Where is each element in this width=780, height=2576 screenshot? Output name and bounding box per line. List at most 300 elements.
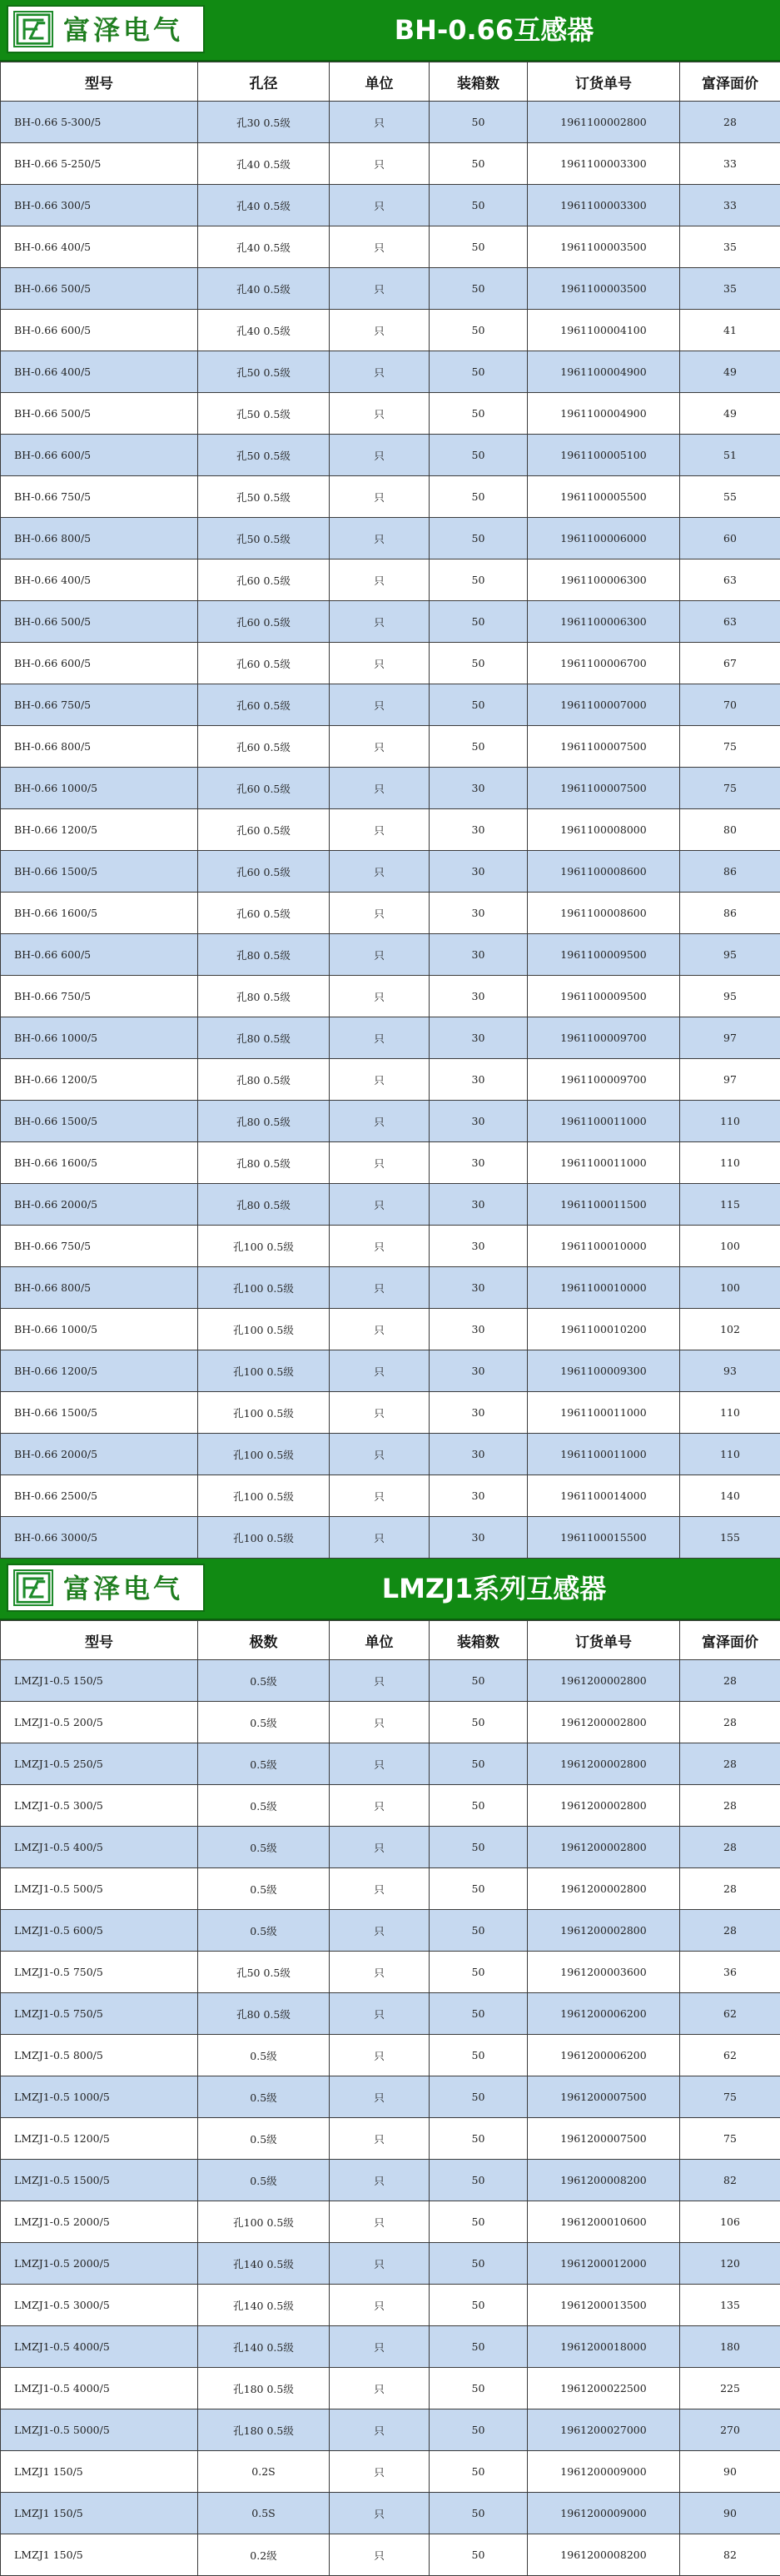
column-header-model: 型号 <box>1 62 198 102</box>
cell-box-qty: 50 <box>430 1993 528 2035</box>
cell-unit: 只 <box>330 1101 430 1142</box>
cell-order-number: 1961100009500 <box>528 976 680 1017</box>
table-row <box>1 268 780 310</box>
table-row <box>1 1517 780 1559</box>
cell-model: BH-0.66 1500/5 <box>1 1392 198 1434</box>
cell-order-number: 1961200002800 <box>528 1660 680 1702</box>
cell-unit: 只 <box>330 2201 430 2243</box>
cell-list-price: 33 <box>680 185 780 226</box>
table-row <box>1 1350 780 1392</box>
cell-bore: 孔140 0.5级 <box>198 2326 330 2368</box>
table-row <box>1 2493 780 2534</box>
cell-list-price: 180 <box>680 2326 780 2368</box>
price-table <box>0 62 780 1559</box>
cell-unit: 只 <box>330 518 430 559</box>
cell-unit: 只 <box>330 2326 430 2368</box>
cell-unit: 只 <box>330 768 430 809</box>
cell-box-qty: 50 <box>430 143 528 185</box>
section-banner <box>0 1559 780 1620</box>
cell-box-qty: 30 <box>430 768 528 809</box>
table-row <box>1 1392 780 1434</box>
cell-order-number: 1961200002800 <box>528 1785 680 1827</box>
cell-list-price: 63 <box>680 559 780 601</box>
cell-box-qty: 30 <box>430 1142 528 1184</box>
table-row <box>1 2201 780 2243</box>
table-row <box>1 809 780 851</box>
cell-model: LMZJ1-0.5 3000/5 <box>1 2285 198 2326</box>
cell-bore: 孔40 0.5级 <box>198 226 330 268</box>
cell-bore: 孔40 0.5级 <box>198 185 330 226</box>
cell-list-price: 28 <box>680 1868 780 1910</box>
cell-bore: 孔100 0.5级 <box>198 1475 330 1517</box>
cell-bore: 孔100 0.5级 <box>198 1350 330 1392</box>
cell-bore: 孔60 0.5级 <box>198 643 330 684</box>
cell-unit: 只 <box>330 268 430 310</box>
cell-box-qty: 50 <box>430 1868 528 1910</box>
cell-order-number: 1961200018000 <box>528 2326 680 2368</box>
brand-logo <box>7 1564 205 1612</box>
cell-box-qty: 50 <box>430 2493 528 2534</box>
cell-list-price: 110 <box>680 1434 780 1475</box>
cell-unit: 只 <box>330 976 430 1017</box>
table-row <box>1 1993 780 2035</box>
cell-bore: 孔180 0.5级 <box>198 2368 330 2409</box>
cell-box-qty: 30 <box>430 1434 528 1475</box>
cell-unit: 只 <box>330 1184 430 1226</box>
cell-order-number: 1961100007500 <box>528 726 680 768</box>
cell-box-qty: 30 <box>430 1350 528 1392</box>
cell-list-price: 41 <box>680 310 780 351</box>
cell-list-price: 86 <box>680 851 780 893</box>
cell-list-price: 93 <box>680 1350 780 1392</box>
cell-order-number: 1961200012000 <box>528 2243 680 2285</box>
table-row <box>1 226 780 268</box>
cell-unit: 只 <box>330 851 430 893</box>
cell-model: BH-0.66 400/5 <box>1 351 198 393</box>
table-row <box>1 1226 780 1267</box>
cell-bore: 孔140 0.5级 <box>198 2285 330 2326</box>
cell-box-qty: 50 <box>430 393 528 435</box>
cell-model: BH-0.66 600/5 <box>1 934 198 976</box>
cell-unit: 只 <box>330 1952 430 1993</box>
cell-order-number: 1961200006200 <box>528 2035 680 2076</box>
cell-unit: 只 <box>330 601 430 643</box>
cell-bore: 0.2S <box>198 2451 330 2493</box>
table-row <box>1 185 780 226</box>
cell-unit: 只 <box>330 1475 430 1517</box>
section-title: LMZJ1系列互感器 <box>208 1559 780 1619</box>
cell-unit: 只 <box>330 2409 430 2451</box>
cell-model: BH-0.66 1600/5 <box>1 893 198 934</box>
table-row <box>1 2451 780 2493</box>
cell-order-number: 1961100009700 <box>528 1017 680 1059</box>
table-row <box>1 2118 780 2160</box>
cell-bore: 孔60 0.5级 <box>198 809 330 851</box>
cell-list-price: 51 <box>680 435 780 476</box>
table-row <box>1 2368 780 2409</box>
cell-list-price: 110 <box>680 1392 780 1434</box>
cell-bore: 孔100 0.5级 <box>198 1309 330 1350</box>
column-header-unit: 单位 <box>330 62 430 102</box>
cell-unit: 只 <box>330 476 430 518</box>
cell-box-qty: 30 <box>430 809 528 851</box>
cell-bore: 孔60 0.5级 <box>198 684 330 726</box>
cell-unit: 只 <box>330 1993 430 2035</box>
table-row <box>1 601 780 643</box>
cell-bore: 孔60 0.5级 <box>198 726 330 768</box>
cell-unit: 只 <box>330 1309 430 1350</box>
cell-order-number: 1961100010200 <box>528 1309 680 1350</box>
cell-bore: 孔140 0.5级 <box>198 2243 330 2285</box>
cell-bore: 孔100 0.5级 <box>198 1434 330 1475</box>
fz-logo-icon <box>13 11 53 47</box>
cell-list-price: 140 <box>680 1475 780 1517</box>
cell-order-number: 1961100015500 <box>528 1517 680 1559</box>
cell-model: BH-0.66 3000/5 <box>1 1517 198 1559</box>
cell-box-qty: 50 <box>430 1743 528 1785</box>
cell-list-price: 75 <box>680 2076 780 2118</box>
cell-order-number: 1961100002800 <box>528 102 680 143</box>
cell-order-number: 1961100006300 <box>528 601 680 643</box>
cell-box-qty: 50 <box>430 2326 528 2368</box>
cell-bore: 0.5级 <box>198 2118 330 2160</box>
cell-model: BH-0.66 750/5 <box>1 684 198 726</box>
cell-list-price: 35 <box>680 268 780 310</box>
table-row <box>1 1475 780 1517</box>
cell-list-price: 60 <box>680 518 780 559</box>
cell-order-number: 1961100008600 <box>528 893 680 934</box>
cell-order-number: 1961200002800 <box>528 1868 680 1910</box>
column-header-unit: 单位 <box>330 1621 430 1660</box>
table-row <box>1 2160 780 2201</box>
cell-model: BH-0.66 800/5 <box>1 1267 198 1309</box>
cell-model: BH-0.66 600/5 <box>1 310 198 351</box>
column-header-model: 型号 <box>1 1621 198 1660</box>
cell-bore: 孔180 0.5级 <box>198 2409 330 2451</box>
column-header-list-price: 富泽面价 <box>680 1621 780 1660</box>
cell-model: LMZJ1-0.5 1200/5 <box>1 2118 198 2160</box>
table-row <box>1 476 780 518</box>
table-row <box>1 435 780 476</box>
cell-unit: 只 <box>330 226 430 268</box>
table-row <box>1 1184 780 1226</box>
column-header-box-qty: 装箱数 <box>430 62 528 102</box>
cell-box-qty: 50 <box>430 268 528 310</box>
fz-logo-mark-icon <box>15 12 52 46</box>
cell-box-qty: 50 <box>430 2243 528 2285</box>
table-row <box>1 1309 780 1350</box>
cell-box-qty: 50 <box>430 1702 528 1743</box>
table-row <box>1 976 780 1017</box>
cell-box-qty: 30 <box>430 1392 528 1434</box>
product-section <box>0 1559 780 2576</box>
cell-model: BH-0.66 1000/5 <box>1 768 198 809</box>
cell-list-price: 55 <box>680 476 780 518</box>
cell-order-number: 1961100011000 <box>528 1101 680 1142</box>
cell-box-qty: 50 <box>430 2285 528 2326</box>
table-row <box>1 1910 780 1952</box>
cell-box-qty: 50 <box>430 185 528 226</box>
cell-box-qty: 50 <box>430 518 528 559</box>
cell-list-price: 28 <box>680 1702 780 1743</box>
cell-box-qty: 50 <box>430 684 528 726</box>
cell-bore: 孔40 0.5级 <box>198 268 330 310</box>
cell-order-number: 1961100009300 <box>528 1350 680 1392</box>
cell-order-number: 1961200003600 <box>528 1952 680 1993</box>
cell-model: BH-0.66 2000/5 <box>1 1184 198 1226</box>
cell-box-qty: 50 <box>430 1910 528 1952</box>
cell-bore: 孔80 0.5级 <box>198 1017 330 1059</box>
cell-bore: 0.2级 <box>198 2534 330 2576</box>
cell-list-price: 115 <box>680 1184 780 1226</box>
cell-bore: 0.5级 <box>198 1702 330 1743</box>
cell-model: BH-0.66 1000/5 <box>1 1309 198 1350</box>
cell-model: BH-0.66 5-300/5 <box>1 102 198 143</box>
cell-box-qty: 30 <box>430 1267 528 1309</box>
cell-list-price: 70 <box>680 684 780 726</box>
cell-bore: 孔80 0.5级 <box>198 1142 330 1184</box>
cell-order-number: 1961200022500 <box>528 2368 680 2409</box>
cell-order-number: 1961200007500 <box>528 2076 680 2118</box>
cell-list-price: 28 <box>680 1910 780 1952</box>
brand-logo <box>7 5 205 53</box>
cell-order-number: 1961100005100 <box>528 435 680 476</box>
column-header-list-price: 富泽面价 <box>680 62 780 102</box>
cell-model: BH-0.66 5-250/5 <box>1 143 198 185</box>
table-row <box>1 1142 780 1184</box>
cell-order-number: 1961100011000 <box>528 1142 680 1184</box>
cell-unit: 只 <box>330 1226 430 1267</box>
cell-model: BH-0.66 800/5 <box>1 518 198 559</box>
section-title: BH-0.66互感器 <box>208 0 780 60</box>
table-row <box>1 726 780 768</box>
table-row <box>1 1785 780 1827</box>
cell-model: BH-0.66 800/5 <box>1 726 198 768</box>
cell-unit: 只 <box>330 2534 430 2576</box>
cell-model: BH-0.66 1200/5 <box>1 1350 198 1392</box>
cell-unit: 只 <box>330 1392 430 1434</box>
cell-box-qty: 50 <box>430 2160 528 2201</box>
table-row <box>1 2076 780 2118</box>
cell-model: LMZJ1-0.5 750/5 <box>1 1993 198 2035</box>
table-row <box>1 351 780 393</box>
cell-bore: 孔50 0.5级 <box>198 1952 330 1993</box>
cell-box-qty: 50 <box>430 1827 528 1868</box>
cell-unit: 只 <box>330 1827 430 1868</box>
cell-model: LMZJ1-0.5 300/5 <box>1 1785 198 1827</box>
cell-box-qty: 30 <box>430 1517 528 1559</box>
cell-model: BH-0.66 1500/5 <box>1 1101 198 1142</box>
cell-unit: 只 <box>330 643 430 684</box>
cell-bore: 孔80 0.5级 <box>198 1059 330 1101</box>
column-header-order-number: 订货单号 <box>528 1621 680 1660</box>
cell-list-price: 80 <box>680 809 780 851</box>
cell-bore: 孔60 0.5级 <box>198 601 330 643</box>
cell-model: BH-0.66 400/5 <box>1 226 198 268</box>
table-row <box>1 1660 780 1702</box>
cell-bore: 孔100 0.5级 <box>198 1517 330 1559</box>
cell-list-price: 90 <box>680 2493 780 2534</box>
cell-order-number: 1961200002800 <box>528 1827 680 1868</box>
cell-box-qty: 50 <box>430 351 528 393</box>
cell-model: BH-0.66 1600/5 <box>1 1142 198 1184</box>
table-row <box>1 1952 780 1993</box>
cell-model: BH-0.66 600/5 <box>1 435 198 476</box>
cell-unit: 只 <box>330 1868 430 1910</box>
table-row <box>1 2285 780 2326</box>
cell-box-qty: 50 <box>430 2451 528 2493</box>
cell-model: BH-0.66 500/5 <box>1 601 198 643</box>
cell-unit: 只 <box>330 143 430 185</box>
section-banner <box>0 0 780 62</box>
cell-model: LMZJ1-0.5 250/5 <box>1 1743 198 1785</box>
cell-unit: 只 <box>330 1017 430 1059</box>
cell-model: BH-0.66 1500/5 <box>1 851 198 893</box>
cell-order-number: 1961100011000 <box>528 1434 680 1475</box>
cell-order-number: 1961200009000 <box>528 2493 680 2534</box>
cell-model: LMZJ1-0.5 4000/5 <box>1 2368 198 2409</box>
cell-list-price: 82 <box>680 2160 780 2201</box>
cell-box-qty: 50 <box>430 1785 528 1827</box>
table-row <box>1 1017 780 1059</box>
cell-bore: 0.5级 <box>198 1868 330 1910</box>
cell-box-qty: 30 <box>430 1309 528 1350</box>
cell-model: BH-0.66 600/5 <box>1 643 198 684</box>
cell-unit: 只 <box>330 1910 430 1952</box>
cell-order-number: 1961200008200 <box>528 2160 680 2201</box>
cell-order-number: 1961100006000 <box>528 518 680 559</box>
cell-box-qty: 50 <box>430 102 528 143</box>
cell-list-price: 90 <box>680 2451 780 2493</box>
cell-bore: 0.5S <box>198 2493 330 2534</box>
cell-unit: 只 <box>330 2243 430 2285</box>
cell-order-number: 1961100005500 <box>528 476 680 518</box>
cell-box-qty: 50 <box>430 2368 528 2409</box>
cell-bore: 孔80 0.5级 <box>198 934 330 976</box>
fz-logo-icon <box>13 1569 53 1606</box>
cell-unit: 只 <box>330 1267 430 1309</box>
table-row <box>1 393 780 435</box>
column-header-bore: 极数 <box>198 1621 330 1660</box>
cell-order-number: 1961100007000 <box>528 684 680 726</box>
cell-list-price: 28 <box>680 1743 780 1785</box>
cell-bore: 孔80 0.5级 <box>198 1993 330 2035</box>
cell-list-price: 100 <box>680 1226 780 1267</box>
header-row <box>1 62 780 102</box>
cell-box-qty: 50 <box>430 2076 528 2118</box>
cell-box-qty: 30 <box>430 1017 528 1059</box>
cell-bore: 孔100 0.5级 <box>198 1226 330 1267</box>
fz-logo-mark-icon <box>15 1571 52 1604</box>
cell-model: LMZJ1 150/5 <box>1 2451 198 2493</box>
cell-box-qty: 30 <box>430 851 528 893</box>
cell-box-qty: 50 <box>430 726 528 768</box>
cell-model: BH-0.66 2500/5 <box>1 1475 198 1517</box>
cell-list-price: 67 <box>680 643 780 684</box>
brand-name: 富泽电气 <box>63 13 183 47</box>
cell-bore: 0.5级 <box>198 1660 330 1702</box>
cell-list-price: 225 <box>680 2368 780 2409</box>
cell-box-qty: 50 <box>430 2035 528 2076</box>
price-table <box>0 1620 780 2576</box>
cell-unit: 只 <box>330 1350 430 1392</box>
cell-order-number: 1961100006700 <box>528 643 680 684</box>
cell-list-price: 49 <box>680 351 780 393</box>
cell-box-qty: 50 <box>430 601 528 643</box>
cell-bore: 0.5级 <box>198 2076 330 2118</box>
cell-unit: 只 <box>330 393 430 435</box>
cell-model: BH-0.66 300/5 <box>1 185 198 226</box>
table-row <box>1 2035 780 2076</box>
cell-order-number: 1961200006200 <box>528 1993 680 2035</box>
cell-model: BH-0.66 500/5 <box>1 268 198 310</box>
cell-bore: 孔50 0.5级 <box>198 435 330 476</box>
cell-list-price: 270 <box>680 2409 780 2451</box>
cell-list-price: 28 <box>680 102 780 143</box>
column-header-box-qty: 装箱数 <box>430 1621 528 1660</box>
cell-list-price: 95 <box>680 934 780 976</box>
cell-model: LMZJ1-0.5 150/5 <box>1 1660 198 1702</box>
cell-box-qty: 50 <box>430 226 528 268</box>
cell-model: LMZJ1 150/5 <box>1 2493 198 2534</box>
cell-list-price: 155 <box>680 1517 780 1559</box>
cell-box-qty: 30 <box>430 1226 528 1267</box>
table-row <box>1 934 780 976</box>
cell-unit: 只 <box>330 1142 430 1184</box>
cell-unit: 只 <box>330 2118 430 2160</box>
cell-order-number: 1961100006300 <box>528 559 680 601</box>
table-row <box>1 1434 780 1475</box>
cell-list-price: 33 <box>680 143 780 185</box>
cell-list-price: 97 <box>680 1059 780 1101</box>
cell-model: LMZJ1-0.5 750/5 <box>1 1952 198 1993</box>
cell-model: LMZJ1 150/5 <box>1 2534 198 2576</box>
cell-list-price: 75 <box>680 726 780 768</box>
cell-unit: 只 <box>330 1743 430 1785</box>
cell-unit: 只 <box>330 102 430 143</box>
cell-bore: 孔60 0.5级 <box>198 768 330 809</box>
cell-bore: 孔40 0.5级 <box>198 310 330 351</box>
table-row <box>1 768 780 809</box>
cell-unit: 只 <box>330 351 430 393</box>
cell-list-price: 82 <box>680 2534 780 2576</box>
cell-order-number: 1961200002800 <box>528 1702 680 1743</box>
cell-order-number: 1961100011000 <box>528 1392 680 1434</box>
cell-box-qty: 30 <box>430 1101 528 1142</box>
cell-model: LMZJ1-0.5 1500/5 <box>1 2160 198 2201</box>
table-row <box>1 2326 780 2368</box>
cell-order-number: 1961100009700 <box>528 1059 680 1101</box>
cell-bore: 孔60 0.5级 <box>198 893 330 934</box>
cell-order-number: 1961100008000 <box>528 809 680 851</box>
cell-model: LMZJ1-0.5 1000/5 <box>1 2076 198 2118</box>
header-row <box>1 1621 780 1660</box>
cell-unit: 只 <box>330 684 430 726</box>
cell-box-qty: 30 <box>430 976 528 1017</box>
cell-bore: 0.5级 <box>198 2160 330 2201</box>
cell-order-number: 1961200008200 <box>528 2534 680 2576</box>
cell-order-number: 1961100007500 <box>528 768 680 809</box>
cell-unit: 只 <box>330 185 430 226</box>
cell-list-price: 36 <box>680 1952 780 1993</box>
cell-bore: 0.5级 <box>198 2035 330 2076</box>
column-header-order-number: 订货单号 <box>528 62 680 102</box>
cell-bore: 孔50 0.5级 <box>198 476 330 518</box>
cell-box-qty: 50 <box>430 2118 528 2160</box>
cell-unit: 只 <box>330 809 430 851</box>
cell-list-price: 110 <box>680 1142 780 1184</box>
cell-model: LMZJ1-0.5 4000/5 <box>1 2326 198 2368</box>
